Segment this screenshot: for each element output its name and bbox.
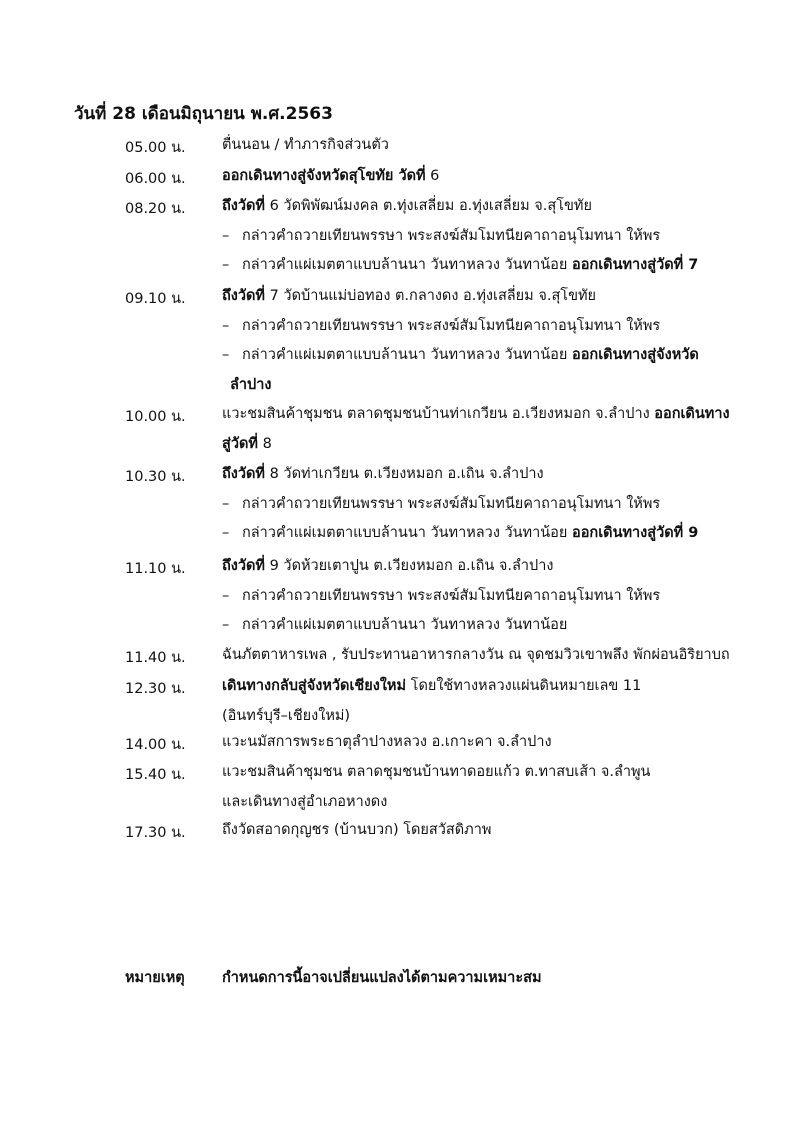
bold-text: ออกเดินทางสู่วัดที่ 9 bbox=[572, 525, 699, 541]
dash-bullet: – bbox=[222, 495, 230, 512]
dash-bullet: – bbox=[222, 257, 230, 273]
bold-text: ลำปาง bbox=[230, 376, 272, 393]
schedule-line bbox=[222, 136, 722, 154]
sub-item bbox=[222, 587, 722, 605]
bold-text: เดินทางกลับสู่จังหวัดเชียงใหม่ bbox=[222, 678, 407, 694]
dash-bullet: – bbox=[222, 617, 230, 633]
line-text: แวะนมัสการพระธาตุลำปางหลวง อ.เกาะคา จ.ลำปาง bbox=[222, 734, 552, 750]
bold-text: ถึงวัดที่ bbox=[222, 198, 265, 214]
bold-text: ออกเดินทางสู่จังหวัด bbox=[572, 347, 699, 363]
schedule-time: 05.00 น. bbox=[125, 140, 186, 156]
schedule-line bbox=[222, 465, 722, 483]
sub-text: กล่าวคำถวายเทียนพรรษา พระสงฆ์สัมโมทนียคาถาอนุโมทนา ให้พร bbox=[242, 227, 661, 244]
line-text: และเดินทางสู่อำเภอหางดง bbox=[222, 793, 388, 810]
dash-bullet: – bbox=[222, 347, 230, 363]
schedule-time: 09.10 น. bbox=[125, 291, 186, 307]
bold-text: ออกเดินทาง bbox=[654, 406, 730, 422]
schedule-line bbox=[222, 167, 722, 185]
schedule-time: 08.20 น. bbox=[125, 201, 186, 217]
bold-text: ออกเดินทางสู่จังหวัดสุโขทัย วัดที่ bbox=[222, 168, 426, 184]
line-text: แวะชมสินค้าชุมชน ตลาดชุมชนบ้านทาดอยแก้ว ต.ทาสบเส้า จ.ลำพูน bbox=[222, 764, 651, 780]
schedule-line bbox=[222, 763, 722, 781]
bold-text: ออกเดินทางสู่วัดที่ 7 bbox=[572, 257, 699, 273]
bold-text: สู่วัดที่ bbox=[222, 435, 258, 452]
sub-text: กล่าวคำแผ่เมตตาแบบล้านนา วันทาหลวง วันทาน้อย bbox=[242, 617, 568, 633]
dash-bullet: – bbox=[222, 317, 230, 334]
sub-item bbox=[222, 317, 722, 335]
schedule-time: 17.30 น. bbox=[125, 825, 186, 841]
sub-item bbox=[222, 346, 722, 364]
schedule-time: 12.30 น. bbox=[125, 681, 186, 697]
schedule-time: 15.40 น. bbox=[125, 767, 186, 783]
line-text: 8 bbox=[257, 435, 272, 452]
dash-bullet: – bbox=[222, 587, 230, 604]
note-text: กำหนดการนี้อาจเปลี่ยนแปลงได้ตามความเหมาะสม bbox=[222, 970, 542, 986]
line-text: (อินทร์บุรี–เชียงใหม่) bbox=[222, 707, 351, 724]
schedule-time: 11.10 น. bbox=[125, 561, 186, 577]
schedule-line bbox=[222, 707, 722, 725]
sub-item bbox=[222, 616, 722, 634]
schedule-line bbox=[222, 287, 722, 305]
sub-item bbox=[222, 524, 722, 542]
sub-text: กล่าวคำถวายเทียนพรรษา พระสงฆ์สัมโมทนียคาถาอนุโมทนา ให้พร bbox=[242, 495, 661, 512]
sub-text: กล่าวคำถวายเทียนพรรษา พระสงฆ์สัมโมทนียคาถาอนุโมทนา ให้พร bbox=[242, 587, 661, 604]
line-text: แวะชมสินค้าชุมชน ตลาดชุมชนบ้านท่าเกวียน อ.เวียงหมอก จ.ลำปาง bbox=[222, 406, 655, 422]
line-text: 6 bbox=[425, 168, 440, 184]
schedule-line bbox=[222, 405, 730, 423]
dash-bullet: – bbox=[222, 525, 230, 541]
bold-text: ถึงวัดที่ bbox=[222, 288, 265, 304]
schedule-line bbox=[222, 733, 722, 751]
schedule-time: 10.30 น. bbox=[125, 469, 186, 485]
sub-text: กล่าวคำแผ่เมตตาแบบล้านนา วันทาหลวง วันทาน้อย bbox=[242, 347, 572, 363]
schedule-line bbox=[222, 557, 722, 575]
line-text: ถึงวัดสอาดกุญชร (บ้านบวก) โดยสวัสดิภาพ bbox=[222, 822, 492, 838]
line-text: 6 วัดพิพัฒน์มงคล ต.ทุ่งเสลี่ยม อ.ทุ่งเสลี่ยม จ.สุโขทัย bbox=[264, 198, 592, 214]
line-text: ตื่นนอน / ทำภารกิจส่วนตัว bbox=[222, 137, 389, 153]
schedule-time: 10.00 น. bbox=[125, 409, 186, 425]
schedule-time: 11.40 น. bbox=[125, 650, 186, 666]
dash-bullet: – bbox=[222, 227, 230, 244]
schedule-time: 14.00 น. bbox=[125, 737, 186, 753]
sub-item bbox=[222, 256, 722, 274]
bold-text: ถึงวัดที่ bbox=[222, 466, 265, 482]
line-text: 8 วัดท่าเกวียน ต.เวียงหมอก อ.เถิน จ.ลำปาง bbox=[264, 466, 544, 482]
sub-item bbox=[222, 227, 722, 245]
date-heading: วันที่ 28 เดือนมิถุนายน พ.ศ.2563 bbox=[74, 104, 333, 124]
sub-item bbox=[222, 495, 722, 513]
schedule-line bbox=[222, 646, 730, 664]
schedule-line bbox=[222, 677, 722, 695]
line-text: โดยใช้ทางหลวงแผ่นดินหมายเลข 11 bbox=[406, 678, 642, 694]
sub-text: กล่าวคำแผ่เมตตาแบบล้านนา วันทาหลวง วันทาน้อย bbox=[242, 525, 572, 541]
line-text: 9 วัดห้วยเตาปูน ต.เวียงหมอก อ.เถิน จ.ลำปาง bbox=[264, 558, 554, 574]
sub-continuation bbox=[230, 376, 730, 394]
schedule-line bbox=[222, 793, 722, 811]
note-label: หมายเหตุ bbox=[125, 970, 185, 986]
schedule-time: 06.00 น. bbox=[125, 171, 186, 187]
sub-text: กล่าวคำแผ่เมตตาแบบล้านนา วันทาหลวง วันทาน้อย bbox=[242, 257, 572, 273]
bold-text: ถึงวัดที่ bbox=[222, 558, 265, 574]
sub-text: กล่าวคำถวายเทียนพรรษา พระสงฆ์สัมโมทนียคาถาอนุโมทนา ให้พร bbox=[242, 317, 661, 334]
schedule-line bbox=[222, 821, 722, 839]
line-text: ฉันภัตตาหารเพล , รับประทานอาหารกลางวัน ณ จุดชมวิวเขาพลึง พักผ่อนอิริยาบถ bbox=[222, 647, 730, 663]
schedule-line bbox=[222, 197, 722, 215]
schedule-line bbox=[222, 435, 722, 453]
line-text: 7 วัดบ้านแม่บ่อทอง ต.กลางดง อ.ทุ่งเสลี่ยม จ.สุโขทัย bbox=[264, 288, 597, 304]
